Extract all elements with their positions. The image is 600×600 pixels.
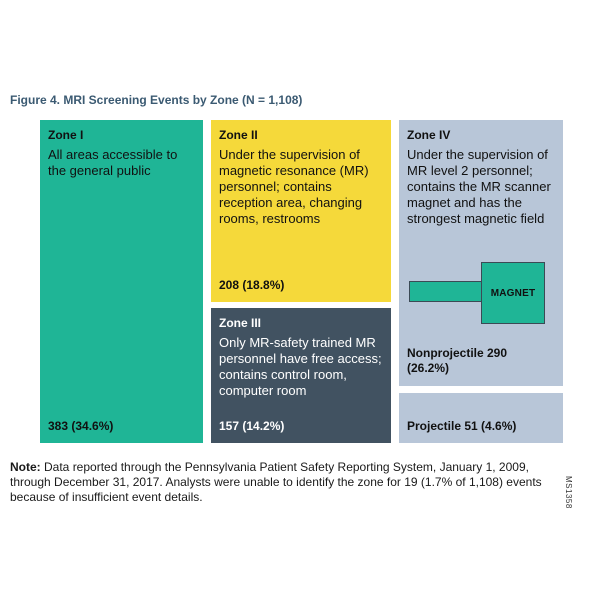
zone-4-box [399,120,563,386]
projectile-box [399,393,563,443]
zone-1-name: Zone I [48,128,84,142]
zone-1-count: 383 (34.6%) [48,419,114,433]
note-text: Data reported through the Pennsylvania Patient Safety Reporting System, January 1, 2009, through December 31, 2017. Analysts were unable to identify the zone for 19 (1.7% of 1,108) events because of insufficient event details. [10,460,542,504]
zone-2-box [211,120,391,302]
zone-1-description: All areas accessible to the general public [48,147,178,178]
zone-2-name: Zone II [219,128,258,142]
zone-2-count: 208 (18.8%) [219,278,285,292]
zone-4-name: Zone IV [407,128,451,142]
figure-title: Figure 4. MRI Screening Events by Zone (N = 1,108) [10,93,303,107]
magnet-shape: MAGNET [481,262,545,324]
zone-3-count: 157 (14.2%) [219,419,285,433]
zone-3-box [211,308,391,443]
zone-3-name: Zone III [219,316,261,330]
projectile-count: Projectile 51 (4.6%) [407,419,517,433]
zone-4-description: Under the supervision of MR level 2 personnel; contains the MR scanner magnet and has the strongest magnetic field [407,147,551,226]
side-code: MS1358 [564,476,573,509]
zone-4-count: Nonprojectile 290 (26.2%) [407,346,508,375]
zone-3-description: Only MR-safety trained MR personnel have free access; contains control room, computer room [219,335,382,398]
zone-1-box [40,120,203,443]
note-label: Note: [10,460,41,474]
magnet-bore-shape [409,281,482,302]
figure-note [10,460,555,505]
zone-2-description: Under the supervision of magnetic resonance (MR) personnel; contains reception area, changing rooms, restrooms [219,147,369,226]
